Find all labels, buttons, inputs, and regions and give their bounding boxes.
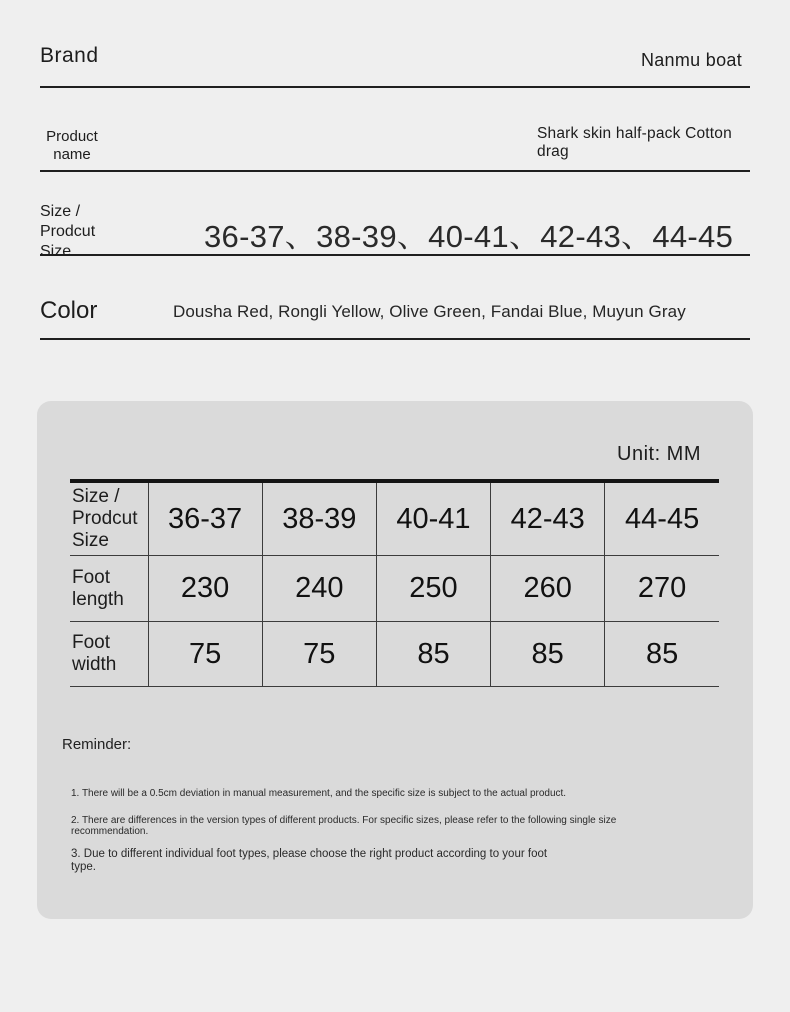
table-cell: 85 [491,622,605,687]
reminder-note: 1. There will be a 0.5cm deviation in manual measurement, and the specific size is subject to the actual product. [71,788,567,799]
product-name-row [40,120,750,172]
table-cell: 42-43 [491,481,605,556]
table-cell: 75 [148,622,262,687]
table-row [70,622,719,687]
table-cell: 240 [262,556,376,622]
color-row [40,292,750,340]
size-label: Size / Prodcut Size [40,203,96,260]
table-row [70,481,719,556]
brand-row [40,40,750,88]
table-cell: 85 [376,622,490,687]
table-cell: 85 [605,622,719,687]
brand-label: Brand [40,44,99,67]
color-label: Color [40,297,98,324]
reminder-note: 3. Due to different individual foot types, please choose the right product according to your foot type. [71,848,548,873]
table-cell: 75 [262,622,376,687]
reminder-note: 2. There are differences in the version types of different products. For specific sizes, please refer to the following single size recommendation. [71,815,617,837]
row-header: Size / Prodcut Size [70,481,148,556]
row-header: Foot length [70,556,148,622]
product-name-value: Shark skin half-pack Cotton drag [537,125,732,160]
table-row [70,556,719,622]
table-cell: 260 [491,556,605,622]
table-cell: 38-39 [262,481,376,556]
size-value: 36-37、38-39、40-41、42-43、44-45 [204,219,734,254]
color-value: Dousha Red, Rongli Yellow, Olive Green, Fandai Blue, Muyun Gray [173,302,686,321]
size-chart-table [70,479,719,687]
unit-label: Unit: MM [617,443,701,465]
product-name-label: Product name [46,128,98,163]
table-cell: 230 [148,556,262,622]
brand-value: Nanmu boat [640,50,742,70]
table-cell: 44-45 [605,481,719,556]
table-cell: 250 [376,556,490,622]
reminder-title: Reminder: [62,736,132,753]
row-header: Foot width [70,622,148,687]
table-cell: 36-37 [148,481,262,556]
table-cell: 270 [605,556,719,622]
table-cell: 40-41 [376,481,490,556]
size-chart-card [37,401,753,919]
size-row [40,200,750,260]
